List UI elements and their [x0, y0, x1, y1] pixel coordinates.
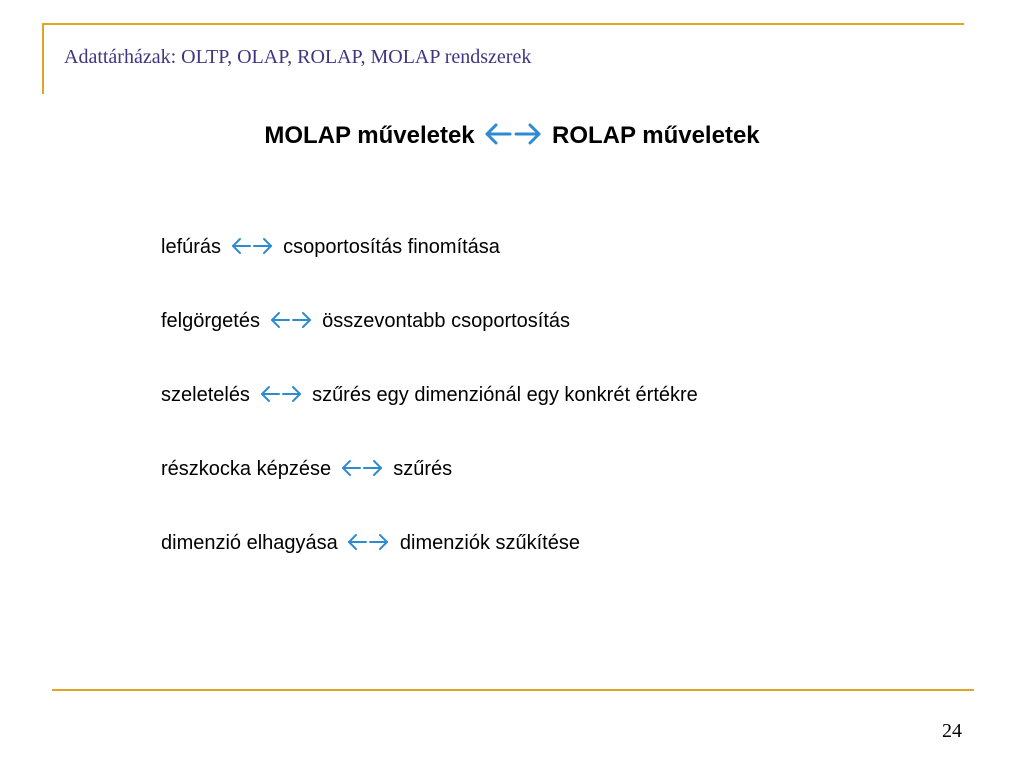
list-item: [161, 231, 698, 263]
rolap-operation: összevontabb csoportosítás: [322, 310, 571, 332]
molap-operation: dimenzió elhagyása: [161, 532, 338, 554]
slide-title-left: MOLAP műveletek: [264, 122, 475, 149]
molap-operation: felgörgetés: [161, 310, 260, 332]
top-border-line: [42, 23, 964, 25]
list-item: [161, 453, 698, 485]
operations-list: [161, 231, 698, 601]
header-title: Adattárházak: OLTP, OLAP, ROLAP, MOLAP rendszerek: [64, 46, 532, 68]
bottom-border-line: [52, 689, 974, 691]
molap-operation: szeletelés: [161, 384, 250, 406]
molap-operation: részkocka képzése: [161, 458, 332, 480]
page-number: 24: [942, 720, 962, 742]
left-right-arrows-icon: [340, 459, 384, 477]
molap-operation: lefúrás: [161, 236, 222, 258]
left-right-arrows-icon: [483, 122, 543, 146]
rolap-operation: szűrés egy dimenziónál egy konkrét értékre: [312, 384, 698, 406]
rolap-operation: dimenziók szűkítése: [399, 532, 580, 554]
list-item: [161, 527, 698, 559]
list-item: [161, 305, 698, 337]
slide-title-right: ROLAP műveletek: [552, 122, 760, 149]
rolap-operation: csoportosítás finomítása: [283, 236, 500, 258]
left-right-arrows-icon: [346, 533, 390, 551]
slide-title: [0, 122, 1024, 150]
left-right-arrows-icon: [259, 385, 303, 403]
left-border-line: [42, 23, 44, 94]
left-right-arrows-icon: [230, 237, 274, 255]
left-right-arrows-icon: [269, 311, 313, 329]
rolap-operation: szűrés: [393, 458, 453, 480]
list-item: [161, 379, 698, 411]
